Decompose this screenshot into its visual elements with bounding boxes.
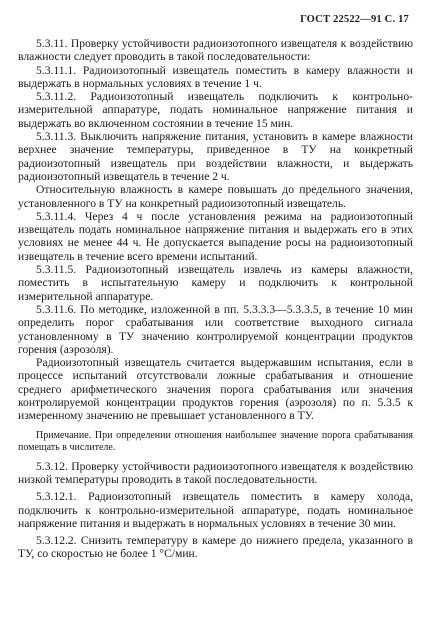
paragraph-5-3-11-1: 5.3.11.1. Радиоизотопный извещатель поместить в камеру влажности и выдержать в нормальных условиях в течение 1 ч. <box>18 63 413 90</box>
paragraph-5-3-11: 5.3.11. Проверку устойчивости радиоизотопного извещателя к воздействию влажности следует проводить в такой последовательности: <box>18 37 413 64</box>
paragraph-5-3-12: 5.3.12. Проверку устойчивости радиоизотопного извещателя к воздействию низкой температуры проводить в такой последовательности. <box>18 459 413 486</box>
paragraph-5-3-12-2: 5.3.12.2. Снизить температуру в камере до нижнего предела, указанного в ТУ, со скоростью не более 1 °С/мин. <box>18 534 413 561</box>
paragraph-5-3-11-2: 5.3.11.2. Радиоизотопный извещатель подключить к контрольно-измерительной аппаратуре, подать номинальное напряжение питания и выдержать во включенном состоянии в течение 15 мин. <box>18 90 413 130</box>
paragraph-5-3-11-5: 5.3.11.5. Радиоизотопный извещатель извлечь из камеры влажности, поместить в испытательную камеру и подключить к контрольной измерительной аппаратуре. <box>18 263 413 303</box>
document-body <box>18 37 413 561</box>
paragraph-5-3-11-3: 5.3.11.3. Выключить напряжение питания, установить в камере влажности верхнее значение температуры, приведенное в ТУ на конкретный радиоизотопный извещатель при воздействии влажности, и выдержать радиоизотопный извещатель в течение 2 ч. <box>18 130 413 183</box>
paragraph-result: Радиоизотопный извещатель считается выдержавшим испытания, если в процессе испытаний отсутствовали ложные срабатывания и отношение среднего арифметического значения порога срабатывания или значения контролируемой концентрации продуктов горения (аэрозоля) по п. 5.3.5 к измеренному значению не превышает установленного в ТУ. <box>18 356 413 423</box>
paragraph-5-3-11-6: 5.3.11.6. По методике, изложенной в пп. 5.3.3.3—5.3.3.5, в течение 10 мин определить порог срабатывания или соответствие выходного сигнала установленному в ТУ значению контролируемой концентрации продуктов горения (аэрозоля). <box>18 302 413 356</box>
page-header: ГОСТ 22522—91 С. 17 <box>300 14 409 25</box>
paragraph-5-3-11-4: 5.3.11.4. Через 4 ч после установления режима на радиоизотопный извещатель подать номинальное напряжение питания и выдержать его в этих условиях не менее 44 ч. Не допускается выпадение росы на радиоизотопный извещатель в течение всего времени испытаний. <box>18 209 413 263</box>
paragraph-humidity: Относительную влажность в камере повышать до предельного значения, установленного в ТУ на конкретный радиоизотопный извещатель. <box>18 183 413 210</box>
note: Примечание. При определении отношения наибольшее значение порога срабатывания помещать в числителе. <box>18 429 413 453</box>
paragraph-5-3-12-1: 5.3.12.1. Радиоизотопный извещатель поместить в камеру холода, подключить к контрольно-измерительной аппаратуре, подать номинальное напряжение питания и выдержать в нормальных условиях в течение 30 мин. <box>18 490 413 530</box>
